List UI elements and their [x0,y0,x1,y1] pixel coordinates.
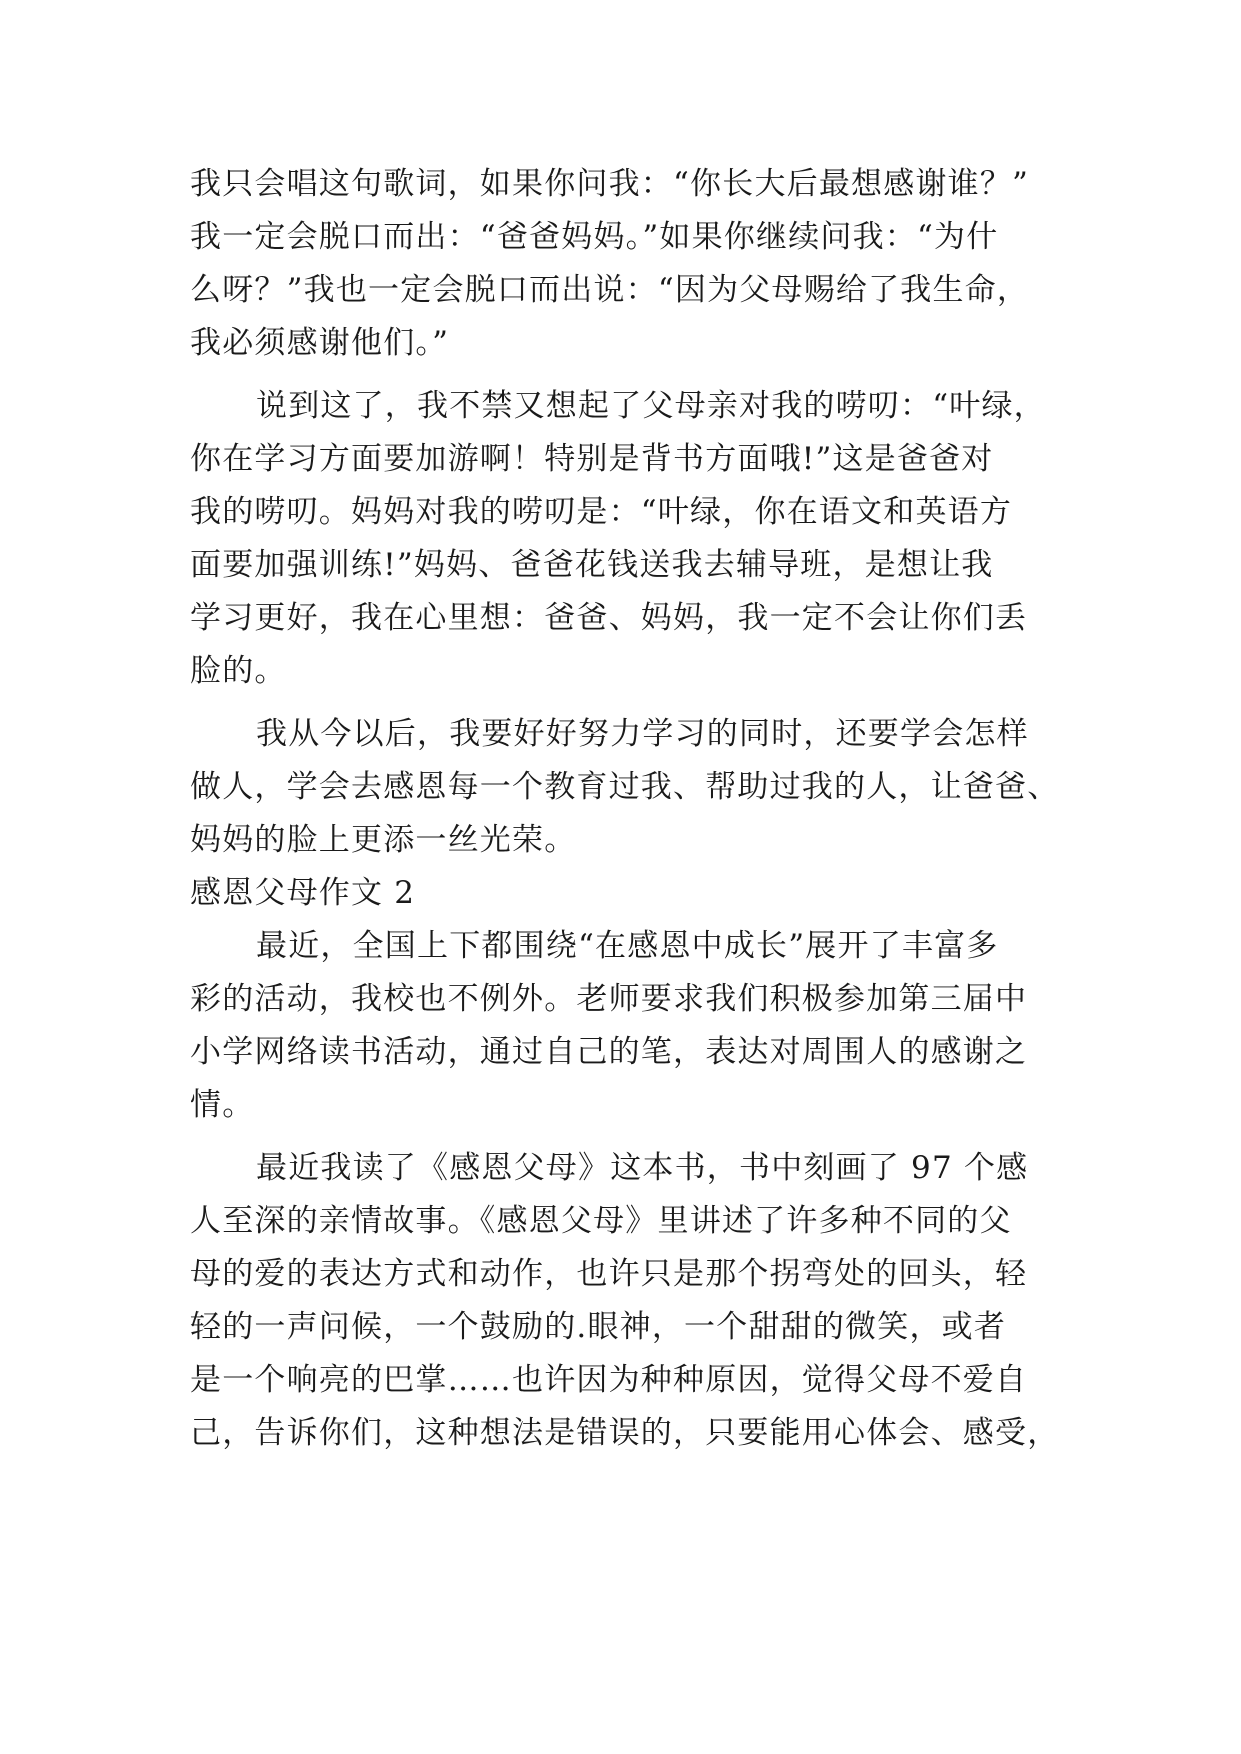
text-line: 我一定会脱口而出：“爸爸妈妈。”如果你继续问我：“为什 [190,219,999,255]
document-body [190,158,1070,1460]
text-line: 妈妈的脸上更添一丝光荣。 [190,822,577,858]
text-line: 情。 [190,1087,255,1123]
text-line: 最近，全国上下都围绕“在感恩中成长”展开了丰富多 [256,928,999,964]
text-line: 母的爱的表达方式和动作，也许只是那个拐弯处的回头，轻 [190,1256,1028,1292]
text-line: 说到这了，我不禁又想起了父母亲对我的唠叨：“叶绿， [256,388,1046,424]
text-line: 我的唠叨。妈妈对我的唠叨是：“叶绿，你在语文和英语方 [190,494,1013,530]
text-line: 我只会唱这句歌词，如果你问我：“你长大后最想感谢谁？” [190,166,1030,202]
text-line: 我从今以后，我要好好努力学习的同时，还要学会怎样 [256,716,1029,752]
text-line: 人至深的亲情故事。《感恩父母》里讲述了许多种不同的父 [190,1203,1012,1239]
text-line: 彩的活动，我校也不例外。老师要求我们积极参加第三届中 [190,981,1028,1017]
text-line: 轻的一声问候，一个鼓励的.眼神，一个甜甜的微笑，或者 [190,1309,1007,1345]
text-line: 面要加强训练!”妈妈、爸爸花钱送我去辅导班，是想让我 [190,547,994,583]
text-line: 学习更好，我在心里想：爸爸、妈妈，我一定不会让你们丢 [190,600,1028,636]
text-line: 脸的。 [190,653,287,689]
text-line: 我必须感谢他们。” [190,325,450,361]
section-heading: 感恩父母作文 2 [190,875,416,911]
text-line: 么呀？”我也一定会脱口而出说：“因为父母赐给了我生命， [190,272,1030,308]
text-line: 你在学习方面要加游啊！特别是背书方面哦!”这是爸爸对 [190,441,994,477]
text-line: 己，告诉你们，这种想法是错误的，只要能用心体会、感受， [190,1415,1060,1451]
text-line: 做人，学会去感恩每一个教育过我、帮助过我的人，让爸爸、 [190,769,1060,805]
text-line: 是一个响亮的巴掌……也许因为种种原因，觉得父母不爱自 [190,1362,1028,1398]
text-line: 最近我读了《感恩父母》这本书，书中刻画了 97 个感 [256,1150,1029,1186]
text-line: 小学网络读书活动，通过自己的笔，表达对周围人的感谢之 [190,1034,1028,1070]
